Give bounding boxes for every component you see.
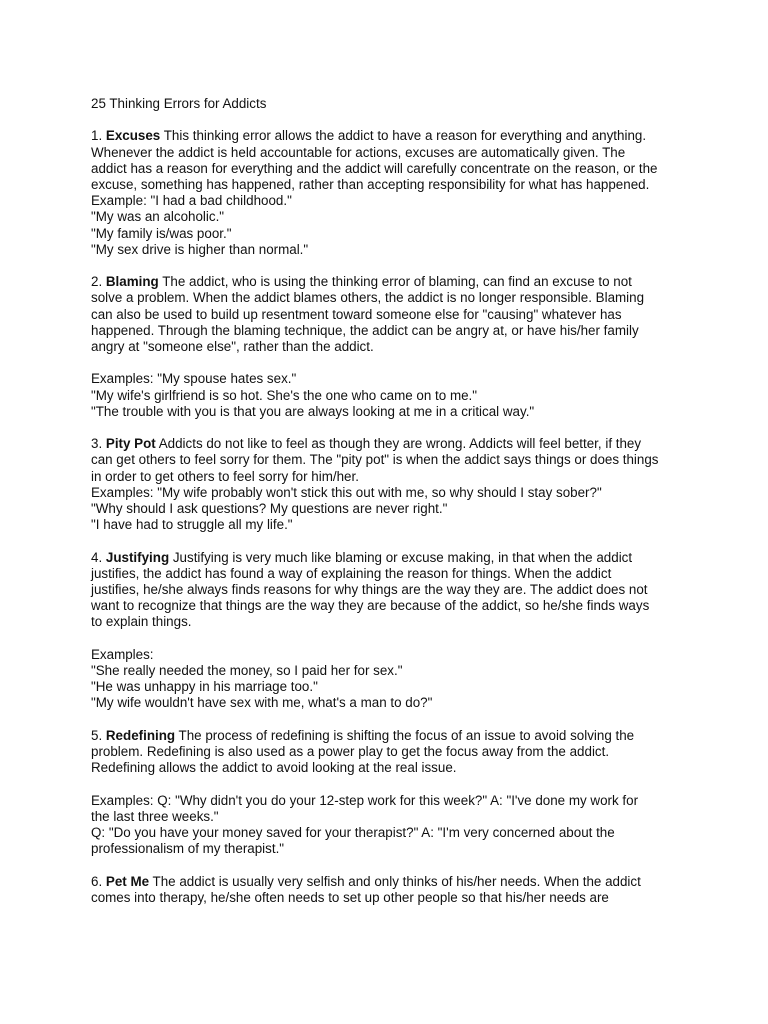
section-text-line: Examples: "My spouse hates sex." [91,371,297,387]
section-number: 4. [91,549,106,565]
document-title: 25 Thinking Errors for Addicts [91,96,267,111]
section-text: This thinking error allows the addict to have a reason for everything and anything. [160,128,647,144]
section-text-line: Whenever the addict is held accountable for actions, excuses are automatically given. The [91,144,626,160]
section-term: Pet Me [105,873,150,889]
section-number: 3. [91,436,106,452]
section-number: 5. [91,727,106,743]
section-term: Pity Pot [105,436,156,452]
paragraph-gap [91,776,691,792]
thinking-error-section [91,128,691,258]
section-text-line: "My wife wouldn't have sex with me, what's a man to do?" [91,695,433,711]
section-text: The addict is usually very selfish and only thinks of his/her needs. When the addict [149,873,641,889]
section-heading-line [91,874,691,890]
section-text-line: problem. Redefining is also used as a power play to get the focus away from the addict. [91,744,610,760]
section-text-line: in order to get others to feel sorry for him/her. [91,468,359,484]
section-text-line: the last three weeks." [91,808,219,824]
paragraph-gap [91,355,691,371]
section-text-line: "The trouble with you is that you are always looking at me in a critical way." [91,403,535,419]
section-text-line: "My wife's girlfriend is so hot. She's the one who came on to me." [91,387,478,403]
section-heading-line [91,550,691,566]
section-text-line: justifies, he/she always finds reasons for why things are the way they are. The addict does not [91,582,648,598]
section-number: 6. [91,873,106,889]
paragraph-gap [91,631,691,647]
thinking-error-section [91,274,691,420]
section-text-line: "My was an alcoholic." [91,209,225,225]
sections-container [91,128,691,906]
thinking-error-section [91,550,691,712]
section-number: 2. [91,274,106,290]
section-text-line: Q: "Do you have your money saved for your therapist?" A: "I'm very concerned about the [91,825,615,841]
section-text-line: Example: "I had a bad childhood." [91,193,292,209]
section-text-line: Examples: Q: "Why didn't you do your 12-step work for this week?" A: "I've done my work for [91,792,639,808]
section-heading-line [91,274,691,290]
section-term: Blaming [105,274,159,290]
section-text-line: "Why should I ask questions? My questions are never right." [91,501,448,517]
section-text-line: "My sex drive is higher than normal." [91,241,309,257]
section-text-line: solve a problem. When the addict blames others, the addict is no longer responsible. Blaming [91,290,645,306]
document-page [91,96,691,922]
section-text-line: can also be used to build up resentment toward someone else for "causing" whatever has [91,306,622,322]
section-text-line: angry at "someone else", rather than the addict. [91,339,374,355]
section-heading-line [91,128,691,144]
section-heading-line [91,728,691,744]
section-text-line: want to recognize that things are the way they are because of the addict, so he/she finds ways [91,598,650,614]
section-text: The process of redefining is shifting the focus of an issue to avoid solving the [175,727,635,743]
section-text-line: happened. Through the blaming technique, the addict can be angry at, or have his/her family [91,322,639,338]
section-text-line: "My family is/was poor." [91,225,232,241]
section-text-line: can get others to feel sorry for them. The "pity pot" is when the addict says things or does things [91,452,659,468]
section-text: Justifying is very much like blaming or excuse making, in that when the addict [169,549,633,565]
section-text-line: excuse, something has happened, rather than accepting responsibility for what has happened. [91,177,650,192]
section-text-line: Examples: "My wife probably won't stick this out with me, so why should I stay sober?" [91,484,602,500]
section-term: Redefining [105,727,176,743]
thinking-error-section [91,728,691,858]
section-text-line: "He was unhappy in his marriage too." [91,679,318,695]
section-term: Excuses [105,128,161,144]
section-text: The addict, who is using the thinking error of blaming, can find an excuse to not [158,274,632,290]
section-text-line: "She really needed the money, so I paid her for sex." [91,663,403,679]
section-text-line: to explain things. [91,614,192,630]
section-text-line: Examples: [91,646,154,662]
thinking-error-section [91,874,691,906]
section-text-line: professionalism of my therapist." [91,841,285,857]
section-text-line: Redefining allows the addict to avoid looking at the real issue. [91,760,457,776]
section-number: 1. [91,128,106,144]
section-text-line: justifies, the addict has found a way of explaining the reason for things. When the addict [91,565,612,581]
section-heading-line [91,436,691,452]
section-term: Justifying [105,549,170,565]
section-text-line: "I have had to struggle all my life." [91,517,293,533]
thinking-error-section [91,436,691,533]
section-text-line: addict has a reason for everything and the addict will carefully concentrate on the reason, or the [91,160,658,176]
section-text: Addicts do not like to feel as though they are wrong. Addicts will feel better, if they [155,436,642,452]
section-text-line: comes into therapy, he/she often needs to set up other people so that his/her needs are [91,889,609,905]
